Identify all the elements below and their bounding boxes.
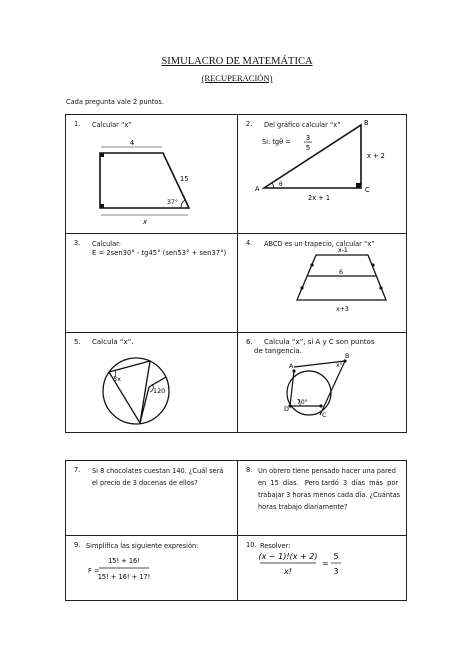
label-top: 4 [130,139,135,147]
rhs-num: 5 [333,552,339,561]
problem-8 [238,461,407,536]
problem-text: Si 8 chocolates cuestan 140. ¿Cuál será [92,467,224,475]
frac-num: 15! + 16! [108,557,140,565]
problem-number: 7. [74,466,81,474]
label-top: x-1 [338,247,348,254]
problem-text: Resolver: [260,542,291,550]
label-bottom: 2x + 1 [308,194,331,202]
problem-4 [238,234,407,333]
circle-figure [66,333,237,433]
frac-den: x! [284,567,292,576]
problem-text: Calcula “x”. [92,338,134,346]
problem-number: 2. [246,120,253,128]
fraction-9 [66,536,237,601]
trapezoid-abcd-figure [238,234,406,333]
problem-2 [238,115,407,234]
given-text: Si: tgθ = [262,138,291,146]
problem-number: 4. [246,239,253,247]
problem-text: Calcular: [92,240,121,248]
problem-text: Calcular “x” [92,121,132,129]
label-d: D [284,405,289,413]
label-side: 15 [180,175,189,183]
label-c: C [365,186,370,194]
label-angle-b: 120 [153,387,166,395]
problem-text: Simplifica las siguiente expresión: [86,542,199,550]
problem-3 [66,234,238,333]
label-bottom: x+3 [336,306,349,313]
label-angle-a: 3x [113,375,121,383]
problem-text-2: de tangencia. [254,347,302,355]
problem-number: 1. [74,120,81,128]
tangent-circle-figure [238,333,406,433]
problem-text: ABCD es un trapecio, calcular “x” [264,240,375,248]
problems-table-top [65,114,407,433]
label-bottom: x [143,218,147,226]
problem-number: 10. [246,541,257,549]
label-c: C [322,411,327,419]
problem-number: 5. [74,338,81,346]
problem-7 [66,461,238,536]
label-b: B [364,119,369,127]
trapezoid-figure [66,115,237,234]
problem-text-4: horas trabajo diariamente? [258,503,348,511]
label-mid: 6 [339,269,343,276]
rhs-den: 3 [333,567,339,576]
right-triangle-figure [238,115,406,234]
label-x: x° [336,362,343,369]
problem-text: Calcula “x”, si A y C son puntos [264,338,375,346]
frac-num: (x − 1)!(x + 2) [258,552,318,561]
problem-5 [66,333,238,433]
page-title: SIMULACRO DE MATEMÁTICA [161,56,313,67]
page-subtitle: (RECUPERACIÓN) [201,73,273,83]
equals: = [322,559,329,568]
fraction-10 [238,536,406,601]
problem-text-3: trabajar 3 horas menos cada día. ¿Cuántas [258,491,401,499]
problem-number: 6. [246,338,253,346]
problem-9 [66,536,238,601]
frac-den: 15! + 16! + 17! [97,573,151,581]
problem-10 [238,536,407,601]
label-angle: 37° [167,199,178,206]
label-a: A [255,185,260,193]
label-right: x + 2 [367,152,385,160]
problem-number: 9. [74,541,81,549]
lhs: F = [88,567,100,575]
frac-den: 5 [305,144,311,152]
intro-text: Cada pregunta vale 2 puntos. [66,98,164,106]
problem-number: 8. [246,466,253,474]
label-angle: 70° [297,399,308,406]
problem-text-2: en 15 días. Pero tardó 3 días más por [258,479,399,487]
problem-1 [66,115,238,234]
problem-number: 3. [74,239,81,247]
label-b: B [345,352,350,360]
problems-table-bottom [65,460,407,601]
label-theta: θ [279,182,283,188]
label-a: A [289,362,294,370]
frac-num: 3 [305,134,311,142]
problem-text: Un obrero tiene pensado hacer una pared [258,467,396,475]
problem-text-2: el precio de 3 docenas de ellos? [92,479,198,487]
problem-text: Del gráfico calcular “x” [264,121,341,129]
expression: E = 2sen30° - tg45° (sen53° + sen37°) [92,249,227,257]
problem-6 [238,333,407,433]
